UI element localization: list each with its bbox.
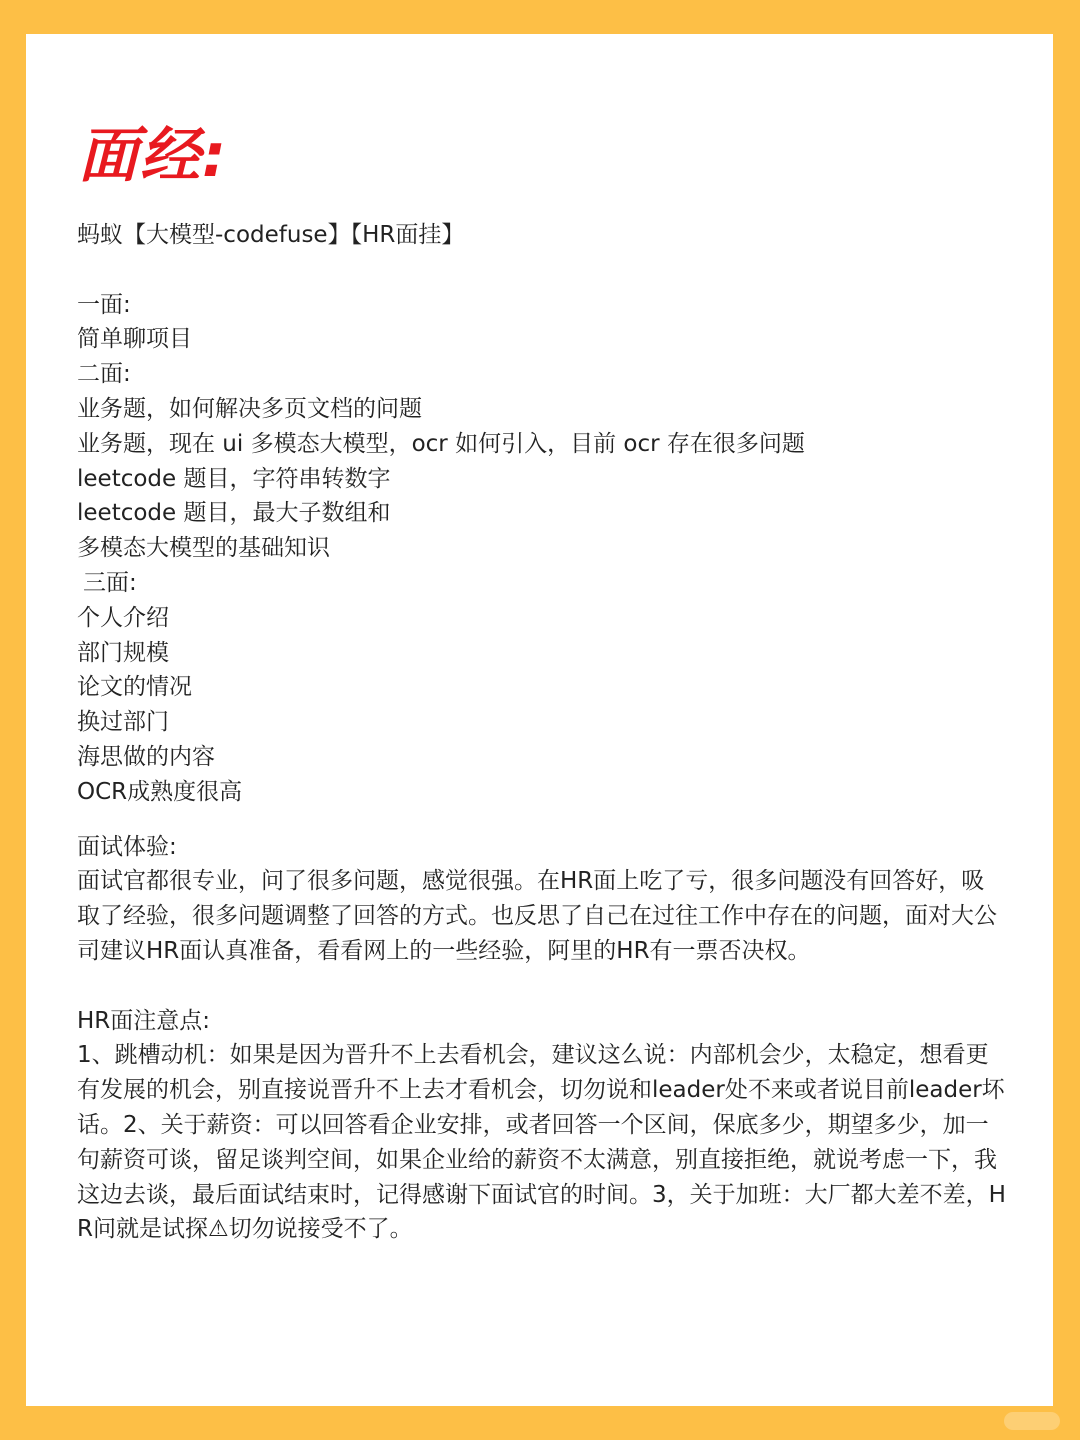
round3-item: 部门规模 [77,639,169,666]
round2-item: 业务题，如何解决多页文档的问题 [77,395,422,422]
round1-item: 简单聊项目 [77,326,192,353]
watermark-logo [1004,1412,1060,1430]
page-title: 面经: [78,121,228,191]
round1-label: 一面: [77,291,131,318]
round2-item: leetcode 题目，最大子数组和 [77,500,391,527]
round3-item: 个人介绍 [77,604,169,631]
hr-notes-label: HR面注意点: [77,1007,211,1034]
hr-notes-text: 1、跳槽动机：如果是因为晋升不上去看机会，建议这么说：内部机会少，太稳定，想看更有发展的机会，别直接说晋升不上去才看机会，切勿说和leader处不来或者说目前leader坏话。2、关于薪资：可以回答看企业安排，或者回答一个区间，保底多少，期望多少，加一句薪资可谈，留足谈判空间，如果企业给的薪资不太满意，别直接拒绝，就说考虑一下，我这边去谈，最后面试结束时，记得感谢下面试官的时间。3，关于加班：大厂都大差不差，HR问就是试探⚠切勿说接受不了。 [77,1042,1006,1243]
round2-item: 业务题，现在 ui 多模态大模型，ocr 如何引入，目前 ocr 存在很多问题 [77,430,805,457]
round3-item: 海思做的内容 [77,743,215,770]
round2-item: leetcode 题目，字符串转数字 [77,465,391,492]
experience-text: 面试官都很专业，问了很多问题，感觉很强。在HR面上吃了亏，很多问题没有回答好，吸取了经验，很多问题调整了回答的方式。也反思了自己在过往工作中存在的问题，面对大公司建议HR面认真准备，看看网上的一些经验，阿里的HR有一票否决权。 [77,868,997,964]
round2-item: 多模态大模型的基础知识 [77,535,330,562]
note-body [77,218,1007,1247]
round3-label: 三面: [83,569,137,596]
spacer [77,253,1007,288]
round3-item: 换过部门 [77,709,169,736]
spacer [77,810,1007,830]
post-header: 蚂蚁【大模型-codefuse】【HR面挂】 [77,222,465,248]
experience-label: 面试体验: [77,833,177,860]
spacer [77,969,1007,1004]
round3-item: OCR成熟度很高 [77,778,243,805]
round2-label: 二面: [77,361,131,388]
round3-item: 论文的情况 [77,674,192,701]
